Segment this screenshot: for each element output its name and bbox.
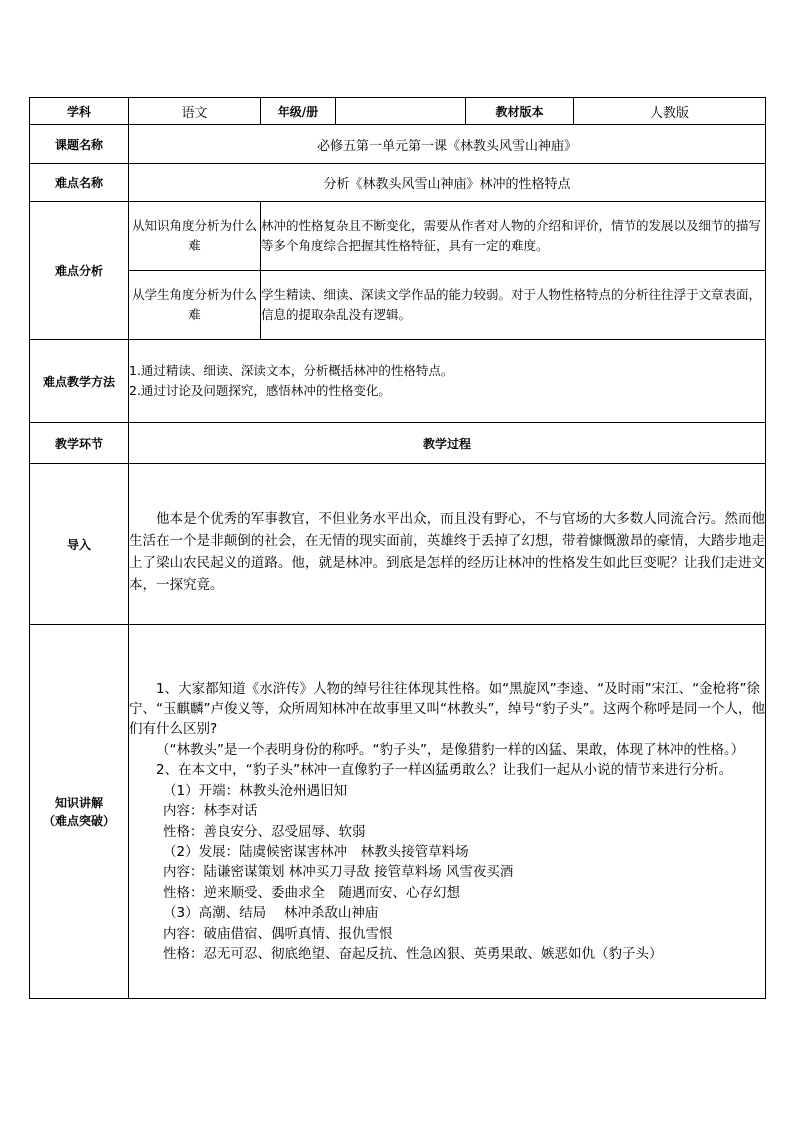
student-angle-text: 学生精读、细读、深读文学作品的能力较弱。对于人物性格特点的分析往往浮于文章表面，信息的提取杂乱没有逻辑。 <box>261 271 766 340</box>
knowledge-angle-label: 从知识角度分析为什么难 <box>129 202 261 271</box>
analysis-label: 难点分析 <box>30 202 129 340</box>
stage-1-content: 内容：林李对话 <box>163 803 258 820</box>
difficulty-label: 难点名称 <box>30 164 129 202</box>
intro-label: 导入 <box>30 464 129 625</box>
student-angle-label: 从学生角度分析为什么难 <box>129 271 261 340</box>
analysis-knowledge-row <box>30 202 766 271</box>
method-row <box>30 340 766 423</box>
intro-row <box>30 464 766 625</box>
method-item: 1.通过精读、细读、深读文本，分析概括林冲的性格特点。 <box>129 363 454 378</box>
knowledge-label <box>30 625 129 999</box>
method-label: 难点教学方法 <box>30 340 129 423</box>
stage-2-trait: 性格：逆来顺受、委曲求全 随遇而安、心存幻想 <box>163 884 460 901</box>
subject-value: 语文 <box>129 98 261 125</box>
stage-3-trait: 性格：忍无可忍、彻底绝望、奋起反抗、性急凶狠、英勇果敢、嫉恶如仇（豹子头） <box>163 945 663 962</box>
answer-1: （“林教头”是一个表明身份的称呼。“豹子头”，是像猎豹一样的凶猛、果敢，体现了林冲的性格。） <box>156 741 745 758</box>
analysis-student-row <box>30 271 766 340</box>
subject-label: 学科 <box>30 98 129 125</box>
stage-header: 教学环节 <box>30 423 129 464</box>
difficulty-value: 分析《林教头风雪山神庙》林冲的性格特点 <box>129 164 766 202</box>
stage-2-content: 内容：陆谦密谋策划 林冲买刀寻敌 接管草料场 风雪夜买酒 <box>163 864 514 881</box>
intro-paragraph: 他本是个优秀的军事教官，不但业务水平出众，而且没有野心，不与官场的大多数人同流合污。然而他生活在一个是非颠倒的社会，在无情的现实面前，英雄终于丢掉了幻想，带着慷慨激昂的豪情，大踏步地走上了梁山农民起义的道路。他，就是林冲。到底是怎样的经历让林冲的性格发生如此巨变呢？让我们走进文本，一探究竟。 <box>129 511 765 593</box>
process-header-row <box>30 423 766 464</box>
lesson-plan-table <box>29 97 766 999</box>
header-row <box>30 98 766 125</box>
method-text <box>129 340 766 423</box>
lesson-label: 课题名称 <box>30 125 129 164</box>
grade-label: 年级/册 <box>261 98 336 125</box>
stage-3-title: （3）高潮、结局 林冲杀敌山神庙 <box>163 905 379 922</box>
question-1: 1、大家都知道《水浒传》人物的绰号往往体现其性格。如“黑旋风”李逵、“及时雨”宋江、“金枪将”徐宁、“玉麒麟”卢俊义等，众所周知林冲在故事里又叫“林教头”，绰号“豹子头”。这两个称呼是同一个人，他们有什么区别? <box>129 680 765 738</box>
knowledge-row <box>30 625 766 999</box>
lesson-value: 必修五第一单元第一课《林教头风雪山神庙》 <box>129 125 766 164</box>
stage-1-trait: 性格：善良安分、忍受屈辱、软弱 <box>163 823 366 840</box>
process-header: 教学过程 <box>129 423 766 464</box>
question-2: 2、在本文中，“豹子头”林冲一直像豹子一样凶猛勇敢么？让我们一起从小说的情节来进行分析。 <box>156 762 733 779</box>
stage-1-title: （1）开端：林教头沧州遇旧知 <box>163 782 348 799</box>
lesson-row <box>30 125 766 164</box>
edition-label: 教材版本 <box>466 98 574 125</box>
knowledge-label-line2: （难点突破） <box>42 813 115 828</box>
knowledge-angle-text: 林冲的性格复杂且不断变化，需要从作者对人物的介绍和评价，情节的发展以及细节的描写等多个角度综合把握其性格特征，具有一定的难度。 <box>261 202 766 271</box>
intro-text <box>129 464 766 625</box>
stage-2-title: （2）发展：陆虞候密谋害林冲 林教头接管草料场 <box>163 843 469 860</box>
stage-3-content: 内容：破庙借宿、偶听真情、报仇雪恨 <box>163 925 393 942</box>
edition-value: 人教版 <box>574 98 766 125</box>
knowledge-content <box>129 625 766 999</box>
difficulty-row <box>30 164 766 202</box>
grade-value <box>336 98 466 125</box>
method-item: 2.通过讨论及问题探究，感悟林冲的性格变化。 <box>129 383 391 398</box>
knowledge-label-line1: 知识讲解 <box>54 795 103 810</box>
